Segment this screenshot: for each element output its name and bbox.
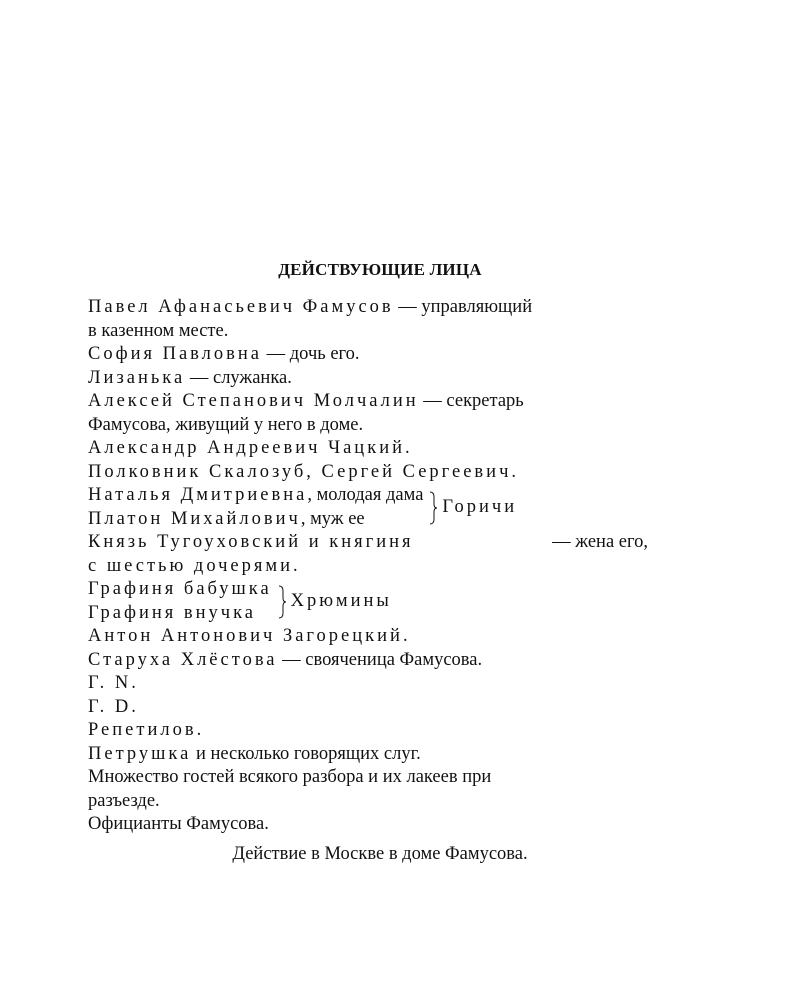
character-name: Г. N.	[88, 673, 139, 693]
character-name: Князь Тугоуховский и княгиня	[88, 532, 414, 552]
list-item	[88, 508, 423, 532]
list-item	[88, 578, 272, 602]
page-title: ДЕЙСТВУЮЩИЕ ЛИЦА	[278, 260, 482, 279]
group-khryuminy	[88, 578, 648, 625]
character-name: Антон Антонович Загорецкий.	[88, 626, 411, 646]
list-item	[88, 719, 648, 743]
list-item-continuation	[88, 414, 648, 438]
group-gorichi	[88, 484, 648, 531]
list-item	[88, 813, 648, 837]
character-desc: , молодая дама	[307, 485, 424, 505]
list-item	[88, 696, 648, 720]
character-name: Петрушка	[88, 743, 192, 764]
list-item	[88, 390, 648, 414]
character-desc: , муж ее	[300, 508, 365, 529]
setting-note: Действие в Москве в доме Фамусова.	[232, 844, 528, 864]
character-name: Алексей Степанович Молчалин	[88, 391, 419, 411]
list-item	[88, 602, 272, 626]
character-desc: — секретарь	[418, 391, 524, 411]
list-item-continuation	[88, 320, 648, 344]
list-item	[88, 649, 648, 673]
list-item	[88, 625, 648, 649]
character-desc: — служанка.	[185, 367, 292, 388]
character-name: Лизанька	[88, 367, 186, 388]
list-item-continuation	[88, 555, 648, 579]
list-item	[88, 766, 648, 790]
character-name: Полковник Скалозуб, Сергей Сергеевич.	[88, 461, 520, 482]
list-item	[88, 296, 648, 320]
character-desc: Множество гостей всякого разбора и их лакеев при	[88, 767, 492, 787]
list-item	[88, 367, 648, 391]
character-desc: — дочь его.	[262, 344, 360, 364]
character-desc: — свояченица Фамусова.	[277, 649, 483, 670]
list-item	[88, 743, 648, 767]
character-desc: с шестью дочерями.	[88, 555, 301, 576]
character-desc: — жена его,	[552, 532, 648, 552]
character-name: Павел Афанасьевич Фамусов	[88, 297, 394, 317]
character-desc: — управляющий	[393, 297, 533, 317]
character-desc: Фамусова, живущий у него в доме.	[88, 414, 364, 435]
list-item	[88, 484, 423, 508]
character-name: София Павловна	[88, 344, 263, 364]
character-name: Старуха Хлёстова	[88, 649, 278, 670]
list-item-continuation	[88, 790, 648, 814]
group-label: Хрюмины	[290, 591, 392, 611]
character-name: Александр Андреевич Чацкий.	[88, 438, 413, 458]
character-desc: Официанты Фамусова.	[88, 814, 269, 834]
dramatis-personae-list	[88, 296, 648, 837]
character-desc: и несколько говорящих слуг.	[191, 743, 421, 764]
list-item	[88, 437, 648, 461]
character-name: Наталья Дмитриевна	[88, 485, 308, 505]
character-name: Г. D.	[88, 696, 139, 717]
curly-brace-icon	[278, 585, 287, 619]
curly-brace-icon	[429, 491, 438, 525]
character-name: Платон Михайлович	[88, 508, 301, 529]
character-name: Графиня бабушка	[88, 579, 272, 599]
group-label: Горичи	[442, 497, 518, 517]
list-item	[88, 672, 648, 696]
list-item	[88, 531, 648, 555]
character-desc: в казенном месте.	[88, 320, 229, 341]
list-item	[88, 343, 648, 367]
character-desc: разъезде.	[88, 790, 160, 811]
list-item	[88, 461, 648, 485]
character-name: Репетилов.	[88, 720, 205, 740]
character-name: Графиня внучка	[88, 602, 257, 623]
